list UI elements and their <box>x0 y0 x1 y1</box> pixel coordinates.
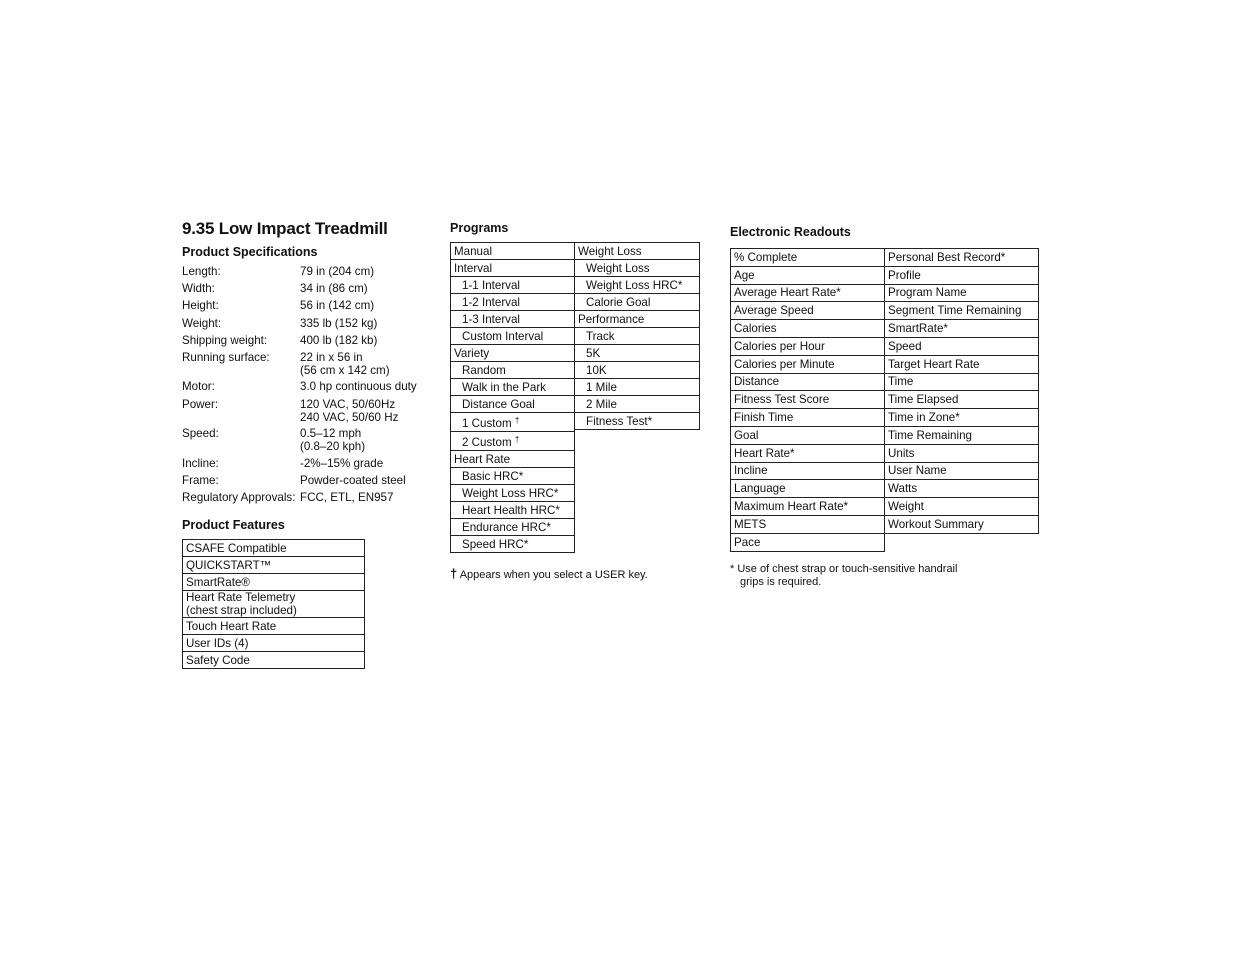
spec-row <box>182 427 432 457</box>
program-cell <box>451 468 575 485</box>
program-cell <box>575 396 700 413</box>
program-row <box>451 362 575 379</box>
spec-row <box>182 265 432 282</box>
spec-label: Length: <box>182 265 221 278</box>
spec-label: Width: <box>182 282 215 296</box>
spec-value: 120 VAC, 50/60Hz 240 VAC, 50/60 Hz <box>300 397 399 424</box>
readout-cell: SmartRate* <box>885 320 1039 338</box>
program-cell <box>451 413 575 432</box>
programs-table-right <box>574 242 700 430</box>
spec-label: Speed: <box>182 427 219 441</box>
spec-row <box>182 398 432 428</box>
program-row <box>575 277 700 294</box>
program-row <box>575 311 700 328</box>
program-cell <box>575 311 700 328</box>
readout-row <box>731 533 1039 551</box>
spec-value: -2%–15% grade <box>300 456 384 470</box>
program-row <box>451 345 575 362</box>
program-cell <box>451 519 575 536</box>
programs-table-left <box>450 242 575 553</box>
spec-row <box>182 491 432 508</box>
readout-row <box>731 337 1039 355</box>
readout-cell: Time Remaining <box>885 426 1039 444</box>
program-label: 1 Mile <box>586 380 617 394</box>
program-label: Performance <box>578 312 645 326</box>
readouts-heading: Electronic Readouts <box>730 225 851 239</box>
program-label: Weight Loss HRC* <box>586 278 683 292</box>
program-row <box>451 328 575 345</box>
program-label: 1 Custom <box>462 417 512 430</box>
readout-cell: Program Name <box>885 284 1039 302</box>
spec-row <box>182 334 432 351</box>
program-row <box>451 432 575 451</box>
program-cell <box>451 345 575 362</box>
spec-value: 0.5–12 mph (0.8–20 kph) <box>300 427 366 454</box>
spec-label: Shipping weight: <box>182 333 268 347</box>
program-cell <box>575 260 700 277</box>
dagger-mark: † <box>514 435 520 444</box>
program-label: Basic HRC* <box>462 469 524 483</box>
readout-cell: Incline <box>731 462 885 480</box>
program-label: Weight Loss <box>578 244 642 258</box>
spec-label: Regulatory Approvals: <box>182 491 296 504</box>
readout-cell: Time Elapsed <box>885 391 1039 409</box>
program-label: 2 Mile <box>586 397 617 411</box>
program-label: 1-3 Interval <box>462 312 520 326</box>
spec-value: 3.0 hp continuous duty <box>300 380 417 394</box>
program-cell <box>451 260 575 277</box>
feature-row <box>183 652 365 669</box>
readout-cell: Segment Time Remaining <box>885 302 1039 320</box>
readout-row <box>731 409 1039 427</box>
program-row <box>575 413 700 430</box>
dagger-mark: † <box>514 416 520 425</box>
readout-cell: Workout Summary <box>885 515 1039 533</box>
spec-value: 79 in (204 cm) <box>300 265 375 278</box>
spec-value: 400 lb (182 kb) <box>300 333 378 347</box>
program-label: Custom Interval <box>462 329 544 343</box>
spec-row <box>182 380 432 397</box>
program-label: Variety <box>454 346 490 360</box>
readout-row <box>731 355 1039 373</box>
program-label: Fitness Test* <box>586 414 653 428</box>
spec-row <box>182 474 432 491</box>
program-row <box>451 536 575 553</box>
program-cell <box>575 277 700 294</box>
program-cell <box>451 379 575 396</box>
program-row <box>451 502 575 519</box>
program-label: Manual <box>454 244 493 258</box>
program-label: Heart Rate <box>454 452 511 466</box>
readout-row <box>731 373 1039 391</box>
program-label: Weight Loss HRC* <box>462 486 559 500</box>
readouts-footnote <box>730 563 957 589</box>
program-row <box>451 311 575 328</box>
program-row <box>575 396 700 413</box>
spec-value: 335 lb (152 kg) <box>300 316 378 330</box>
readout-cell: Calories per Minute <box>731 355 885 373</box>
readout-cell: Fitness Test Score <box>731 391 885 409</box>
spec-value: 34 in (86 cm) <box>300 282 368 296</box>
program-row <box>451 396 575 413</box>
program-row <box>575 260 700 277</box>
readout-cell: Goal <box>731 426 885 444</box>
program-row <box>451 243 575 260</box>
program-label: Random <box>462 363 506 377</box>
program-label: 5K <box>586 346 601 360</box>
program-label: 1-1 Interval <box>462 278 520 292</box>
readout-cell: Average Speed <box>731 302 885 320</box>
program-cell <box>451 451 575 468</box>
program-row <box>451 519 575 536</box>
readout-cell: Personal Best Record* <box>885 249 1039 267</box>
spec-value: FCC, ETL, EN957 <box>300 491 394 504</box>
readout-empty <box>885 533 1039 551</box>
program-label: Speed HRC* <box>462 537 529 551</box>
program-label: Distance Goal <box>462 397 535 411</box>
readout-row <box>731 320 1039 338</box>
feature-row <box>183 574 365 591</box>
program-row <box>575 345 700 362</box>
features-heading: Product Features <box>182 518 285 532</box>
program-cell <box>575 413 700 430</box>
programs-footnote <box>450 567 648 582</box>
program-row <box>451 294 575 311</box>
program-cell <box>575 362 700 379</box>
program-label: 2 Custom <box>462 436 512 449</box>
spec-value: Powder-coated steel <box>300 473 406 487</box>
spec-row <box>182 317 432 334</box>
feature-row <box>183 557 365 574</box>
program-row <box>575 379 700 396</box>
readout-cell: Average Heart Rate* <box>731 284 885 302</box>
spec-row <box>182 457 432 474</box>
feature-row <box>183 591 365 618</box>
program-cell <box>451 396 575 413</box>
readout-cell: Units <box>885 444 1039 462</box>
spec-label: Incline: <box>182 456 219 470</box>
program-label: 10K <box>586 363 607 377</box>
program-cell <box>451 362 575 379</box>
readout-cell: Age <box>731 266 885 284</box>
feature-cell: QUICKSTART™ <box>183 557 365 574</box>
feature-cell: SmartRate® <box>183 574 365 591</box>
spec-label: Frame: <box>182 473 219 487</box>
readout-row <box>731 515 1039 533</box>
readout-cell: Heart Rate* <box>731 444 885 462</box>
feature-cell: Touch Heart Rate <box>183 618 365 635</box>
feature-cell: Safety Code <box>183 652 365 669</box>
program-cell <box>575 294 700 311</box>
specifications-list <box>182 265 432 508</box>
readout-cell: Pace <box>731 533 885 551</box>
spec-value: 56 in (142 cm) <box>300 299 375 313</box>
program-label: Endurance HRC* <box>462 520 551 534</box>
program-cell <box>451 328 575 345</box>
program-label: Walk in the Park <box>462 380 546 394</box>
page-title: 9.35 Low Impact Treadmill <box>182 219 388 238</box>
readout-cell: Profile <box>885 266 1039 284</box>
program-label: Weight Loss <box>586 261 650 275</box>
readout-row <box>731 426 1039 444</box>
feature-cell: User IDs (4) <box>183 635 365 652</box>
program-row <box>451 379 575 396</box>
spec-value: 22 in x 56 in (56 cm x 142 cm) <box>300 350 390 377</box>
program-cell <box>451 311 575 328</box>
readout-row <box>731 284 1039 302</box>
spec-label: Weight: <box>182 316 222 330</box>
spec-row <box>182 351 432 381</box>
readout-cell: Weight <box>885 498 1039 516</box>
program-row <box>451 413 575 432</box>
program-cell <box>575 379 700 396</box>
program-cell <box>575 328 700 345</box>
readout-cell: Time in Zone* <box>885 409 1039 427</box>
specifications-heading: Product Specifications <box>182 245 318 259</box>
program-row <box>451 277 575 294</box>
program-cell <box>451 502 575 519</box>
program-row <box>575 362 700 379</box>
spec-label: Power: <box>182 397 219 411</box>
readout-cell: Target Heart Rate <box>885 355 1039 373</box>
feature-row <box>183 540 365 557</box>
program-row <box>575 243 700 260</box>
feature-cell: CSAFE Compatible <box>183 540 365 557</box>
program-row <box>451 468 575 485</box>
readout-cell: Language <box>731 480 885 498</box>
spec-label: Motor: <box>182 380 215 394</box>
spec-label: Running surface: <box>182 350 270 364</box>
readout-cell: Watts <box>885 480 1039 498</box>
readout-cell: Time <box>885 373 1039 391</box>
readouts-footnote-line2: grips is required. <box>740 576 822 588</box>
spec-row <box>182 282 432 299</box>
program-row <box>575 328 700 345</box>
readout-cell: Distance <box>731 373 885 391</box>
program-row <box>575 294 700 311</box>
readout-row <box>731 391 1039 409</box>
dagger-symbol: † <box>450 566 458 581</box>
program-cell <box>451 243 575 260</box>
programs-footnote-text: Appears when you select a USER key. <box>459 569 648 581</box>
feature-row <box>183 635 365 652</box>
program-label: 1-2 Interval <box>462 295 520 309</box>
program-label: Heart Health HRC* <box>462 503 560 517</box>
program-label: Calorie Goal <box>586 295 651 309</box>
program-cell <box>575 345 700 362</box>
program-cell <box>451 485 575 502</box>
program-row <box>451 451 575 468</box>
spec-row <box>182 299 432 316</box>
readout-row <box>731 462 1039 480</box>
features-table <box>182 539 365 669</box>
spec-label: Height: <box>182 299 219 313</box>
readout-row <box>731 444 1039 462</box>
program-row <box>451 485 575 502</box>
feature-row <box>183 618 365 635</box>
readout-row <box>731 498 1039 516</box>
readout-row <box>731 480 1039 498</box>
readout-cell: Calories <box>731 320 885 338</box>
readout-cell: Finish Time <box>731 409 885 427</box>
readout-cell: Calories per Hour <box>731 337 885 355</box>
feature-cell: Heart Rate Telemetry (chest strap included) <box>183 591 365 618</box>
program-cell <box>451 294 575 311</box>
readout-row <box>731 249 1039 267</box>
readout-row <box>731 266 1039 284</box>
program-label: Interval <box>454 261 493 275</box>
readouts-footnote-line1: * Use of chest strap or touch-sensitive handrail <box>730 563 958 575</box>
program-cell <box>575 243 700 260</box>
readouts-table <box>730 248 1039 552</box>
readout-cell: METS <box>731 515 885 533</box>
program-cell <box>451 277 575 294</box>
program-label: Track <box>586 329 615 343</box>
readout-row <box>731 302 1039 320</box>
readout-cell: Speed <box>885 337 1039 355</box>
readout-cell: Maximum Heart Rate* <box>731 498 885 516</box>
program-cell <box>451 432 575 451</box>
program-cell <box>451 536 575 553</box>
readout-cell: User Name <box>885 462 1039 480</box>
program-row <box>451 260 575 277</box>
readout-cell: % Complete <box>731 249 885 267</box>
programs-heading: Programs <box>450 221 509 235</box>
